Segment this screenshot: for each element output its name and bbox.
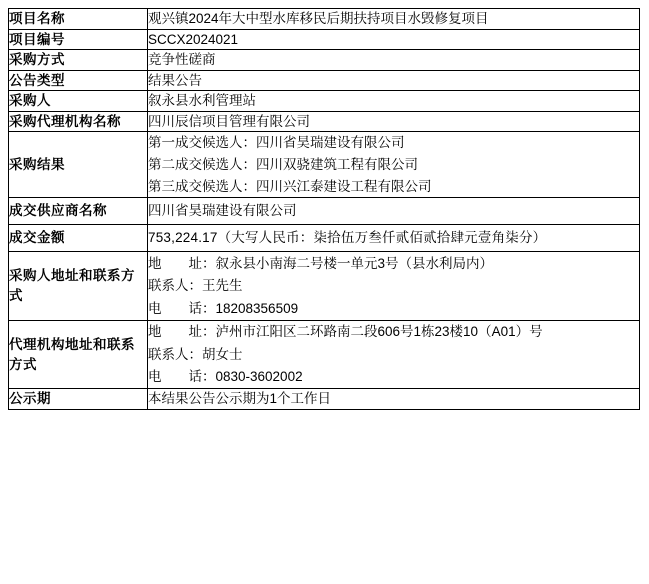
result-candidate-1: 第一成交候选人：四川省昊瑞建设有限公司 <box>148 135 405 151</box>
table-row <box>9 29 640 50</box>
table-row <box>9 132 640 198</box>
row-value-announcement-type: 结果公告 <box>148 70 640 91</box>
table-row <box>9 9 640 30</box>
procurement-info-table <box>8 8 640 410</box>
row-value-publicity-period: 本结果公告公示期为1个工作日 <box>148 389 640 410</box>
table-row <box>9 389 640 410</box>
agency-phone: 电 话：0830-3602002 <box>148 369 303 385</box>
table-row <box>9 91 640 112</box>
agency-contact-person: 联系人：胡女士 <box>148 346 243 362</box>
table-row <box>9 111 640 132</box>
row-value-winning-supplier: 四川省昊瑞建设有限公司 <box>148 198 640 225</box>
row-label-publicity-period: 公示期 <box>9 389 148 410</box>
result-candidate-2: 第二成交候选人：四川双骁建筑工程有限公司 <box>148 156 418 172</box>
table-row <box>9 50 640 71</box>
procurement-result-document <box>8 8 640 410</box>
row-label-amount: 成交金额 <box>9 225 148 252</box>
row-value-agency-name: 四川辰信项目管理有限公司 <box>148 111 640 132</box>
row-value-amount: 753,224.17（大写人民币：柒拾伍万叁仟贰佰贰拾肆元壹角柒分） <box>148 225 640 252</box>
row-value-project-name: 观兴镇2024年大中型水库移民后期扶持项目水毁修复项目 <box>148 9 640 30</box>
purchaser-phone: 电 话：18208356509 <box>148 300 299 316</box>
agency-address: 地 址：泸州市江阳区二环路南二段606号1栋23楼10（A01）号 <box>148 324 543 340</box>
row-label-purchaser-contact: 采购人地址和联系方式 <box>9 252 148 321</box>
row-value-purchaser: 叙永县水利管理站 <box>148 91 640 112</box>
row-value-purchaser-contact <box>148 252 640 321</box>
row-label-agency-name: 采购代理机构名称 <box>9 111 148 132</box>
row-value-project-number: SCCX2024021 <box>148 29 640 50</box>
purchaser-contact-person: 联系人：王先生 <box>148 278 243 294</box>
row-value-agency-contact <box>148 320 640 389</box>
row-value-procurement-method: 竞争性磋商 <box>148 50 640 71</box>
table-row <box>9 70 640 91</box>
row-value-result <box>148 132 640 198</box>
table-row <box>9 225 640 252</box>
row-label-announcement-type: 公告类型 <box>9 70 148 91</box>
table-row <box>9 252 640 321</box>
result-candidate-3: 第三成交候选人：四川兴江泰建设工程有限公司 <box>148 178 432 194</box>
row-label-procurement-method: 采购方式 <box>9 50 148 71</box>
table-row <box>9 320 640 389</box>
purchaser-address: 地 址：叙永县小南海二号楼一单元3号（县水利局内） <box>148 255 494 271</box>
row-label-result: 采购结果 <box>9 132 148 198</box>
row-label-project-number: 项目编号 <box>9 29 148 50</box>
row-label-agency-contact: 代理机构地址和联系方式 <box>9 320 148 389</box>
row-label-winning-supplier: 成交供应商名称 <box>9 198 148 225</box>
table-row <box>9 198 640 225</box>
row-label-project-name: 项目名称 <box>9 9 148 30</box>
row-label-purchaser: 采购人 <box>9 91 148 112</box>
